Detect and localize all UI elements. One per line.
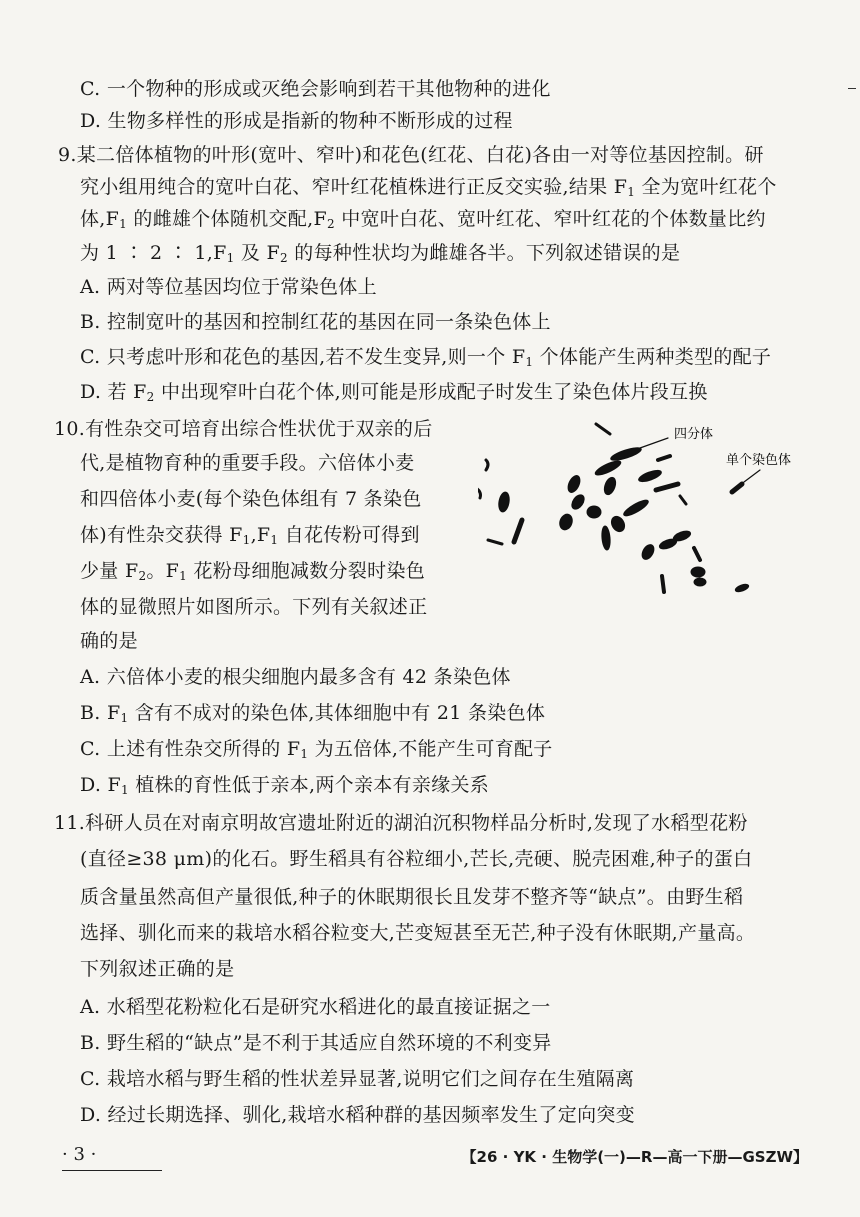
chromosome-mark: [610, 445, 643, 462]
q11-stem-line4: 选择、驯化而来的栽培水稻谷粒变大,芒变短甚至无芒,种子没有休眠期,产量高。: [80, 922, 756, 944]
chromosome-mark: [637, 468, 662, 484]
chromosome-mark: [587, 506, 601, 518]
chromosome-mark: [569, 493, 586, 512]
tetrad-label: 四分体: [674, 427, 714, 442]
chromosome-mark: [558, 512, 575, 531]
chromosome-mark: [602, 476, 618, 496]
page-number-rule: [62, 1170, 162, 1171]
single-chromosome-mark: [732, 484, 742, 492]
chromosome-mark: [680, 496, 686, 504]
chromosome-mark: [694, 548, 700, 560]
q9-stem-line1: 9.某二倍体植物的叶形(宽叶、窄叶)和花色(红花、白花)各由一对等位基因控制。研: [58, 144, 764, 166]
chromosome-mark: [488, 540, 502, 544]
single-chromosome-label: 单个染色体: [726, 453, 792, 468]
q11-stem-line1: 11.科研人员在对南京明故宫遗址附近的湖泊沉积物样品分析时,发现了水稻型花粉: [54, 812, 748, 834]
q10-option-d: D. $F_1$ 植株的育性低于亲本,两个亲本有亲缘关系: [80, 774, 490, 797]
q10-stem-line1: 10.有性杂交可培育出综合性状优于双亲的后: [54, 418, 433, 440]
q11-option-d: D. 经过长期选择、驯化,栽培水稻种群的基因频率发生了定向突变: [80, 1104, 635, 1126]
q9-option-a: A. 两对等位基因均位于常染色体上: [80, 276, 377, 298]
q10-option-c: C. 上述有性杂交所得的 $F_1$ 为五倍体,不能产生可育配子: [80, 738, 553, 761]
q10-number: 10.: [54, 418, 86, 440]
single-chromosome-pointer-line: [744, 470, 760, 482]
q9-number: 9.: [58, 144, 77, 166]
q9-stem-line4: 为 1 ∶ 2 ∶ $1,F_1$ 及 $F_2$ 的每种性状均为雌雄各半。下列叙述错误的是: [80, 242, 681, 265]
q9-option-d: D. 若 $F_2$ 中出现窄叶白花个体,则可能是形成配子时发生了染色体片段互换: [80, 381, 708, 404]
chromosome-mark: [486, 460, 488, 470]
q10-option-b: B. $F_1$ 含有不成对的染色体,其体细胞中有 21 条染色体: [80, 702, 546, 725]
q11-stem-line3: 质含量虽然高但产量很低,种子的休眠期很长且发芽不整齐等“缺点”。由野生稻: [80, 886, 744, 908]
q9-option-c: C. 只考虑叶形和花色的基因,若不发生变异,则一个 $F_1$ 个体能产生两种类型的配子: [80, 346, 772, 369]
q11-stem-line2: (直径≥38 μm)的化石。野生稻具有谷粒细小,芒长,壳硬、脱壳困难,种子的蛋白: [80, 848, 753, 870]
chromosome-mark: [662, 576, 664, 592]
q10-stem-line6: 体的显微照片如图所示。下列有关叙述正: [80, 596, 428, 618]
q8-option-c: C. 一个物种的形成或灭绝会影响到若干其他物种的进化: [80, 78, 551, 100]
q9-stem-line3: 体$,F_1$ 的雌雄个体随机交配$,F_2$ 中宽叶白花、宽叶红花、窄叶红花的个体数量比约: [80, 208, 766, 231]
q10-stem-line4: 体)有性杂交获得 $F_1,F_1$ 自花传粉可得到: [80, 524, 420, 547]
chromosome-mark: [640, 543, 657, 562]
page-number: · 3 ·: [62, 1144, 97, 1165]
chromosome-mark: [694, 578, 706, 586]
chromosome-mark: [734, 583, 749, 593]
chromosome-mark: [691, 567, 705, 577]
edge-mark: [848, 88, 856, 89]
chromosome-mark: [658, 456, 670, 460]
chromosome-mark: [594, 458, 623, 477]
chromosome-mark: [609, 514, 627, 534]
chromosome-mark: [596, 424, 610, 434]
q9-stem-line2: 究小组用纯合的宽叶白花、窄叶红花植株进行正反交实验,结果 $F_1$ 全为宽叶红花个: [80, 176, 777, 199]
q10-stem-line5: 少量 $F_2$。$F_1$ 花粉母细胞减数分裂时染色: [80, 560, 426, 583]
chromosome-mark: [566, 474, 583, 495]
q8-option-d: D. 生物多样性的形成是指新的物种不断形成的过程: [80, 110, 513, 132]
chromosome-mark: [478, 488, 481, 498]
q11-option-c: C. 栽培水稻与野生稻的性状差异显著,说明它们之间存在生殖隔离: [80, 1068, 635, 1090]
exam-code: 【26 · YK · 生物学(一)—R—高一下册—GSZW】: [461, 1148, 808, 1166]
q10-stem-line7: 确的是: [80, 630, 138, 652]
q9-option-b: B. 控制宽叶的基因和控制红花的基因在同一条染色体上: [80, 311, 551, 333]
chromosome-mark: [497, 491, 510, 512]
q11-option-b: B. 野生稻的“缺点”是不利于其适应自然环境的不利变异: [80, 1032, 552, 1054]
q11-option-a: A. 水稻型花粉粒化石是研究水稻进化的最直接证据之一: [80, 996, 551, 1018]
chromosome-mark: [601, 526, 611, 551]
chromosome-mark: [656, 484, 678, 490]
q11-stem-line5: 下列叙述正确的是: [80, 958, 235, 980]
q11-number: 11.: [54, 812, 86, 834]
q10-option-a: A. 六倍体小麦的根尖细胞内最多含有 42 条染色体: [80, 666, 511, 688]
chromosome-micrograph: [478, 412, 808, 612]
tetrad-pointer-line: [640, 438, 668, 448]
chromosome-mark: [622, 498, 650, 519]
q10-stem-line2: 代,是植物育种的重要手段。六倍体小麦: [80, 452, 415, 474]
chromosome-mark: [514, 520, 522, 542]
q10-stem-line3: 和四倍体小麦(每个染色体组有 7 条染色: [80, 488, 422, 510]
chromosome-mark: [658, 537, 678, 551]
